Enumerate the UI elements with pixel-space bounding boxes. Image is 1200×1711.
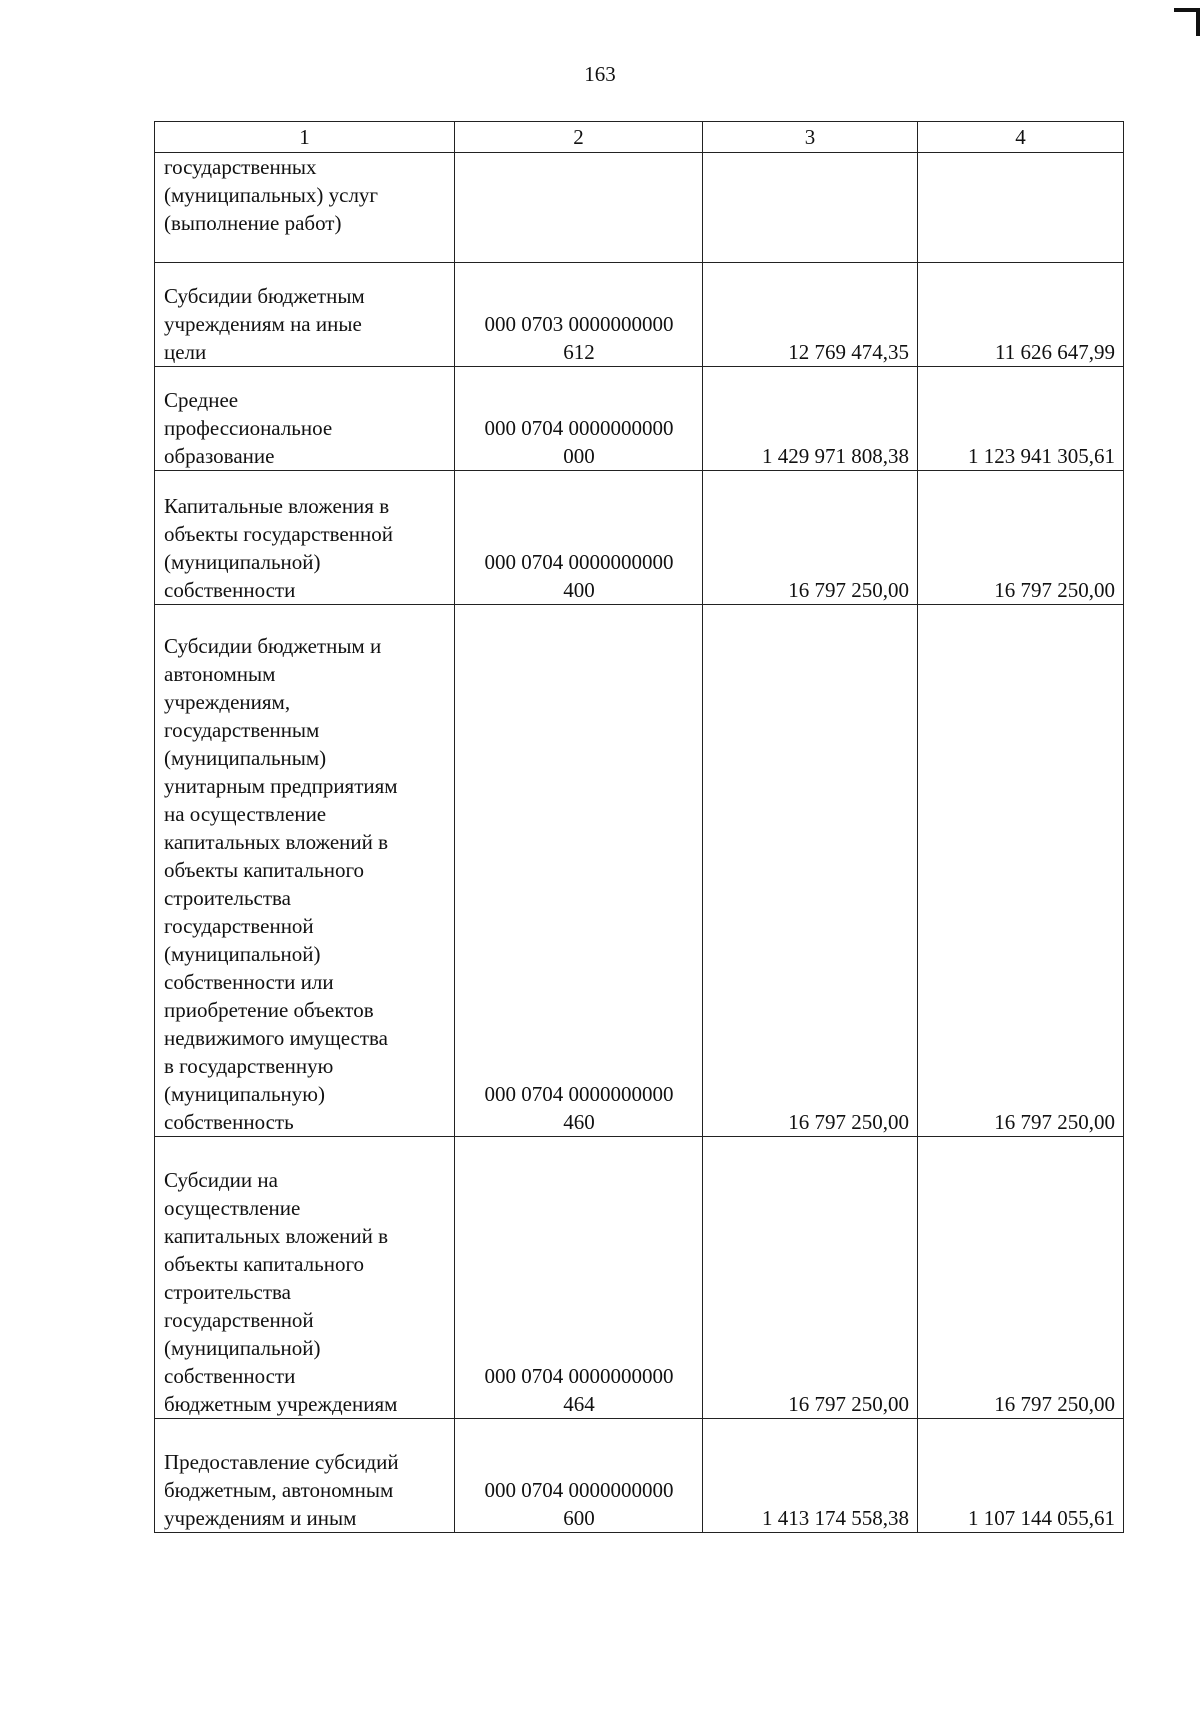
row-code-line1: 000 0704 0000000000: [484, 550, 674, 574]
row-value-col4: 16 797 250,00: [918, 1137, 1124, 1419]
table-row: [155, 1419, 1124, 1533]
row-code-cell: [455, 367, 703, 471]
column-header-3: 3: [703, 122, 918, 153]
row-value-col3: [703, 153, 918, 263]
row-name-cell: [155, 367, 455, 471]
page-number: 163: [584, 62, 616, 86]
table-row: [155, 471, 1124, 605]
row-value-col3: 16 797 250,00: [703, 471, 918, 605]
row-code-cell: [455, 263, 703, 367]
row-value-col3: 1 429 971 808,38: [703, 367, 918, 471]
row-code-line2: 400: [563, 578, 595, 602]
table-row: [155, 263, 1124, 367]
row-value-col3: 1 413 174 558,38: [703, 1419, 918, 1533]
row-code-line2: 464: [563, 1392, 595, 1416]
row-code-line1: 000 0703 0000000000: [484, 312, 674, 336]
table-row: [155, 1137, 1124, 1419]
row-value-col3: 16 797 250,00: [703, 1137, 918, 1419]
row-code-cell: [455, 605, 703, 1137]
row-code-line2: 600: [563, 1506, 595, 1530]
row-name: Субсидии бюджетным учреждениям на иные цели: [164, 284, 365, 364]
row-name: Субсидии бюджетным и автономным учреждениям, государственным (муниципальным) унитарным предприятиям на осуществление капитальных вложений в объекты капитального строительства государственной (муниципальной) собственности или приобретение объектов недвижимого имущества в государственную (муниципальную) собственность: [164, 634, 398, 1134]
row-name-cell: [155, 605, 455, 1137]
row-name-cell: [155, 1137, 455, 1419]
row-value-col4: 1 107 144 055,61: [918, 1419, 1124, 1533]
row-code-cell: [455, 1137, 703, 1419]
row-name: Субсидии на осуществление капитальных вложений в объекты капитального строительства государственной (муниципальной) собственности бюджетным учреждениям: [164, 1168, 398, 1416]
row-code-line1: 000 0704 0000000000: [484, 416, 674, 440]
table-row: [155, 153, 1124, 263]
row-code-line1: 000 0704 0000000000: [484, 1364, 674, 1388]
row-name: Среднее профессиональное образование: [164, 388, 333, 468]
row-code-cell: [455, 1419, 703, 1533]
table-header-row: [155, 122, 1124, 153]
row-value-col4: 11 626 647,99: [918, 263, 1124, 367]
row-name-cell: [155, 263, 455, 367]
row-code-cell: [455, 471, 703, 605]
row-name: Капитальные вложения в объекты государственной (муниципальной) собственности: [164, 494, 393, 602]
scan-corner-mark: [1170, 0, 1200, 36]
row-code-line2: 612: [563, 340, 595, 364]
column-header-2: 2: [455, 122, 703, 153]
row-value-col3: 16 797 250,00: [703, 605, 918, 1137]
row-name-cell: [155, 471, 455, 605]
row-name: Предоставление субсидий бюджетным, автономным учреждениям и иным: [164, 1450, 399, 1530]
table-row: [155, 605, 1124, 1137]
column-header-1: 1: [155, 122, 455, 153]
row-name: государственных (муниципальных) услуг (выполнение работ): [164, 155, 379, 235]
budget-table: [154, 121, 1124, 1533]
row-value-col4: 16 797 250,00: [918, 605, 1124, 1137]
row-code-line2: 460: [563, 1110, 595, 1134]
row-value-col4: [918, 153, 1124, 263]
row-name-cell: [155, 1419, 455, 1533]
row-value-col3: 12 769 474,35: [703, 263, 918, 367]
row-value-col4: 1 123 941 305,61: [918, 367, 1124, 471]
row-code-line1: 000 0704 0000000000: [484, 1082, 674, 1106]
row-code-cell: [455, 153, 703, 263]
column-header-4: 4: [918, 122, 1124, 153]
row-name-cell: [155, 153, 455, 263]
row-code-line2: 000: [563, 444, 595, 468]
row-value-col4: 16 797 250,00: [918, 471, 1124, 605]
row-code-line1: 000 0704 0000000000: [484, 1478, 674, 1502]
table-row: [155, 367, 1124, 471]
